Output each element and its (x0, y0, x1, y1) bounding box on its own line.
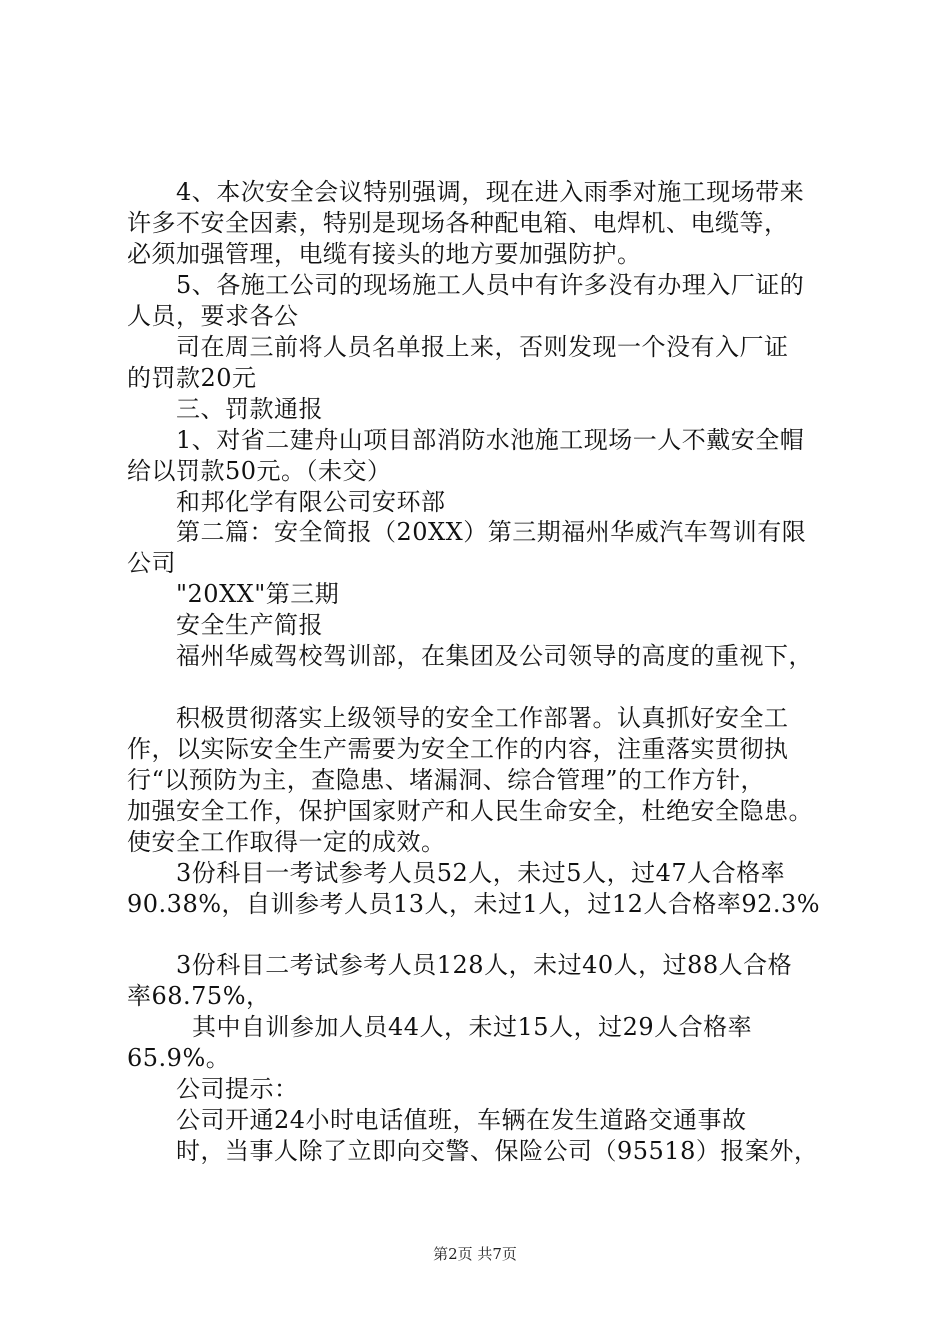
text-line: 司在周三前将人员名单报上来，否则发现一个没有入厂证 (176, 333, 789, 361)
text-line: 作，以实际安全生产需要为安全工作的内容，注重落实贯彻执 (127, 735, 789, 763)
text-line: 公司 (127, 549, 176, 577)
text-line: 行“以预防为主，查隐患、堵漏洞、综合管理”的工作方针， (127, 766, 766, 794)
text-line: 率68.75%， (127, 982, 271, 1010)
text-line: 时，当事人除了立即向交警、保险公司（95518）报案外， (176, 1137, 819, 1165)
text-line: 和邦化学有限公司安环部 (176, 488, 446, 516)
section-heading: 第二篇：安全简报（20XX）第三期福州华威汽车驾训有限 (176, 518, 807, 546)
text-line: 加强安全工作，保护国家财产和人民生命安全，杜绝安全隐患。 (127, 797, 813, 825)
text-line: 1、对省二建舟山项目部消防水池施工现场一人不戴安全帽 (176, 426, 805, 454)
text-line: 许多不安全因素，特别是现场各种配电箱、电焊机、电缆等， (127, 209, 789, 237)
text-line: 3份科目一考试参考人员52人，未过5人，过47人合格率 (176, 859, 786, 887)
text-line: 使安全工作取得一定的成效。 (127, 828, 446, 856)
text-line: 的罚款20元 (127, 364, 257, 392)
text-line: 安全生产简报 (176, 611, 323, 639)
text-line: 90.38%，自训参考人员13人，未过1人，过12人合格率92.3% (127, 890, 821, 918)
page-number: 第2页 共7页 (433, 1245, 517, 1263)
section-heading: 三、罚款通报 (176, 395, 323, 423)
text-line: 3份科目二考试参考人员128人，未过40人，过88人合格 (176, 951, 793, 979)
text-line: 其中自训参加人员44人，未过15人，过29人合格率 (192, 1013, 753, 1041)
text-line: 65.9%。 (127, 1044, 231, 1072)
text-line: 给以罚款50元。（未交） (127, 457, 392, 485)
text-line: 必须加强管理，电缆有接头的地方要加强防护。 (127, 240, 642, 268)
text-line: 人员，要求各公 (127, 302, 299, 330)
text-line: 4、本次安全会议特别强调，现在进入雨季对施工现场带来 (176, 178, 805, 206)
text-line: 公司开通24小时电话值班，车辆在发生道路交通事故 (176, 1106, 747, 1134)
text-line: 公司提示： (176, 1075, 299, 1103)
text-line: "20XX"第三期 (176, 580, 340, 608)
text-line: 积极贯彻落实上级领导的安全工作部署。认真抓好安全工 (176, 704, 789, 732)
text-line: 福州华威驾校驾训部，在集团及公司领导的高度的重视下， (176, 642, 813, 670)
text-line: 5、各施工公司的现场施工人员中有许多没有办理入厂证的 (176, 271, 805, 299)
